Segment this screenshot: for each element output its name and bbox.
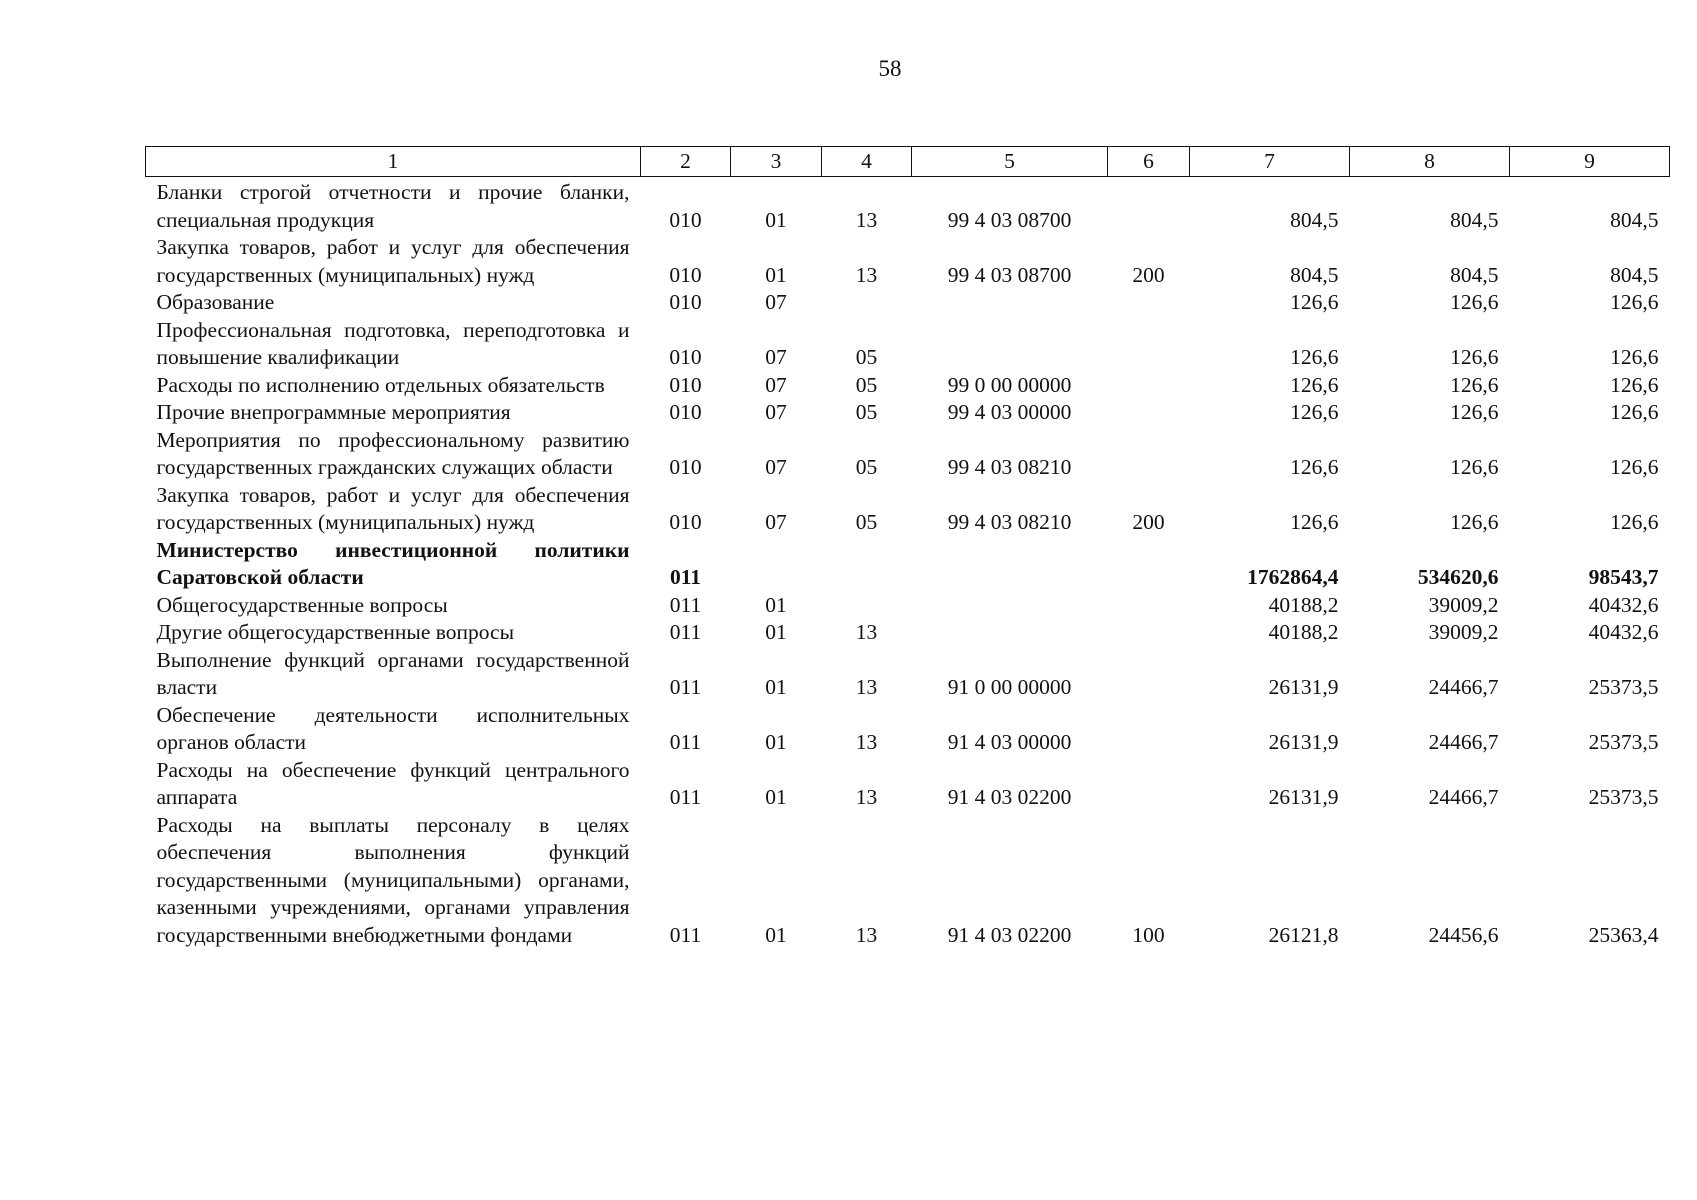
- table-row: [146, 317, 1670, 372]
- row-name: Профессиональная подготовка, переподготовка и повышение квалификации: [156, 317, 630, 369]
- row-amount-col8: 126,6: [1450, 455, 1499, 479]
- row-amount-col8: 804,5: [1450, 262, 1499, 287]
- row-name: Выполнение функций органами государственной власти: [156, 647, 630, 699]
- table-header: [146, 147, 1670, 177]
- row-target-article: 99 4 03 08700: [947, 262, 1072, 287]
- row-expense-type: [1108, 177, 1190, 235]
- header-cell-3: 3: [731, 147, 822, 177]
- row-subsection-code: [822, 592, 912, 620]
- row-amount-col8: 126,6: [1450, 510, 1499, 534]
- table-row: [146, 592, 1670, 620]
- row-amount-col8: 534620,6: [1417, 565, 1499, 589]
- row-ministry-code: 010: [669, 290, 702, 314]
- table-row: [146, 812, 1670, 950]
- row-section-code: 07: [765, 345, 787, 369]
- row-name: Расходы по исполнению отдельных обязательств: [156, 372, 605, 397]
- row-name: Прочие внепрограммные мероприятия: [156, 400, 511, 424]
- row-ministry-code: 011: [669, 675, 702, 699]
- row-amount-col8: 804,5: [1450, 207, 1499, 232]
- row-amount-col9: 126,6: [1610, 290, 1659, 314]
- row-target-article: 99 0 00 00000: [947, 372, 1072, 397]
- row-target-article: [912, 537, 1108, 592]
- row-amount-col9: 25373,5: [1588, 730, 1659, 754]
- row-amount-col8: 126,6: [1450, 345, 1499, 369]
- row-amount-col7: 126,6: [1290, 372, 1339, 397]
- row-amount-col7: 804,5: [1290, 262, 1339, 287]
- row-section-code: 07: [765, 372, 787, 397]
- header-row: [146, 147, 1670, 177]
- row-ministry-code: 010: [669, 372, 702, 397]
- row-section-code: 01: [765, 730, 787, 754]
- row-ministry-code: 010: [669, 510, 702, 534]
- row-expense-type: [1108, 537, 1190, 592]
- row-section-code: 07: [765, 455, 787, 479]
- row-amount-col8: 24466,7: [1428, 730, 1499, 754]
- table-row: [146, 427, 1670, 482]
- row-amount-col9: 126,6: [1610, 400, 1659, 424]
- row-section-code: 01: [765, 922, 787, 947]
- row-target-article: 99 4 03 08210: [947, 510, 1072, 534]
- row-section-code: 01: [765, 207, 787, 232]
- row-ministry-code: 010: [669, 455, 702, 479]
- row-expense-type: [1108, 592, 1190, 620]
- row-subsection-code: 13: [855, 785, 878, 809]
- table-row: [146, 177, 1670, 235]
- row-subsection-code: 05: [855, 372, 878, 397]
- row-amount-col7: 126,6: [1290, 290, 1339, 314]
- row-name: Расходы на выплаты персоналу в целях обеспечения выполнения функций государственными (муниципальными) органами, казенными учреждениями, органами управления государственными внебюджетными фондами: [156, 812, 630, 947]
- row-name: Закупка товаров, работ и услуг для обеспечения государственных (муниципальных) нужд: [156, 235, 630, 287]
- table-row: [146, 372, 1670, 400]
- row-ministry-code: 011: [669, 785, 702, 809]
- header-cell-4: 4: [822, 147, 912, 177]
- row-amount-col8: 39009,2: [1428, 620, 1499, 644]
- row-section-code: [731, 537, 822, 592]
- row-section-code: 07: [765, 290, 787, 314]
- row-subsection-code: 13: [855, 207, 878, 232]
- row-amount-col8: 126,6: [1450, 400, 1499, 424]
- row-ministry-code: 010: [669, 345, 702, 369]
- row-amount-col8: 126,6: [1450, 290, 1499, 314]
- row-subsection-code: 13: [855, 262, 878, 287]
- row-subsection-code: 13: [855, 675, 878, 699]
- row-name: Расходы на обеспечение функций центрального аппарата: [156, 757, 630, 809]
- row-amount-col8: 24466,7: [1428, 675, 1499, 699]
- header-cell-5: 5: [912, 147, 1108, 177]
- row-expense-type: [1108, 317, 1190, 372]
- row-ministry-code: 011: [669, 730, 702, 754]
- row-expense-type: 200: [1132, 510, 1165, 534]
- row-subsection-code: 13: [855, 620, 878, 644]
- table-row: [146, 482, 1670, 537]
- row-target-article: [912, 619, 1108, 647]
- row-name: Закупка товаров, работ и услуг для обеспечения государственных (муниципальных) нужд: [156, 482, 630, 534]
- row-section-code: 01: [765, 675, 787, 699]
- row-amount-col9: 25363,4: [1588, 922, 1659, 947]
- header-cell-9: 9: [1510, 147, 1670, 177]
- row-expense-type: 100: [1132, 922, 1165, 947]
- row-amount-col9: 40432,6: [1588, 620, 1659, 644]
- row-section-code: 07: [765, 400, 787, 424]
- row-target-article: 99 4 03 08210: [947, 455, 1072, 479]
- row-amount-col7: 1762864,4: [1247, 565, 1339, 589]
- table-row: [146, 702, 1670, 757]
- budget-table: [145, 146, 1670, 949]
- header-cell-8: 8: [1350, 147, 1510, 177]
- row-name: Мероприятия по профессиональному развитию государственных гражданских служащих области: [156, 427, 630, 479]
- row-subsection-code: 13: [855, 922, 878, 947]
- row-subsection-code: 05: [855, 345, 878, 369]
- table-row: [146, 399, 1670, 427]
- row-amount-col9: 126,6: [1610, 510, 1659, 534]
- row-amount-col9: 98543,7: [1588, 565, 1659, 589]
- header-cell-7: 7: [1190, 147, 1350, 177]
- row-amount-col7: 804,5: [1290, 207, 1339, 232]
- row-subsection-code: [822, 289, 912, 317]
- row-expense-type: 200: [1132, 262, 1165, 287]
- row-expense-type: [1108, 289, 1190, 317]
- table-row: [146, 619, 1670, 647]
- header-cell-6: 6: [1108, 147, 1190, 177]
- row-amount-col9: 25373,5: [1588, 675, 1659, 699]
- row-amount-col7: 26131,9: [1268, 785, 1339, 809]
- row-subsection-code: 05: [855, 455, 878, 479]
- row-amount-col7: 126,6: [1290, 345, 1339, 369]
- row-target-article: 91 4 03 02200: [947, 785, 1072, 809]
- row-amount-col8: 126,6: [1450, 372, 1499, 397]
- row-amount-col9: 25373,5: [1588, 785, 1659, 809]
- row-expense-type: [1108, 757, 1190, 812]
- row-name: Общегосударственные вопросы: [156, 592, 448, 617]
- row-amount-col7: 26131,9: [1268, 730, 1339, 754]
- row-section-code: 07: [765, 510, 787, 534]
- row-expense-type: [1108, 427, 1190, 482]
- table-row: [146, 647, 1670, 702]
- row-target-article: 91 4 03 00000: [947, 730, 1072, 754]
- row-amount-col8: 24466,7: [1428, 785, 1499, 809]
- row-amount-col7: 40188,2: [1268, 592, 1339, 617]
- row-target-article: [912, 289, 1108, 317]
- row-ministry-code: 011: [669, 620, 702, 644]
- row-name: Бланки строгой отчетности и прочие бланки, специальная продукция: [156, 180, 630, 232]
- row-section-code: 01: [765, 262, 787, 287]
- row-target-article: [912, 592, 1108, 620]
- row-amount-col9: 804,5: [1610, 262, 1659, 287]
- row-expense-type: [1108, 702, 1190, 757]
- row-section-code: 01: [765, 785, 787, 809]
- row-ministry-code: 011: [669, 592, 702, 617]
- header-cell-1: 1: [146, 147, 641, 177]
- row-ministry-code: 011: [669, 922, 702, 947]
- row-amount-col7: 126,6: [1290, 400, 1339, 424]
- row-amount-col7: 26131,9: [1268, 675, 1339, 699]
- row-amount-col9: 126,6: [1610, 372, 1659, 397]
- header-cell-2: 2: [641, 147, 731, 177]
- row-amount-col7: 40188,2: [1268, 620, 1339, 644]
- row-subsection-code: 05: [855, 510, 878, 534]
- row-name: Министерство инвестиционной политики Саратовской области: [156, 537, 630, 589]
- row-amount-col8: 39009,2: [1428, 592, 1499, 617]
- row-target-article: [912, 317, 1108, 372]
- row-amount-col9: 126,6: [1610, 455, 1659, 479]
- row-section-code: 01: [765, 620, 787, 644]
- row-target-article: 99 4 03 00000: [947, 400, 1072, 424]
- row-target-article: 99 4 03 08700: [947, 207, 1072, 232]
- table-body: [146, 177, 1670, 950]
- row-expense-type: [1108, 372, 1190, 400]
- row-name: Обеспечение деятельности исполнительных органов области: [156, 702, 630, 754]
- row-amount-col8: 24456,6: [1428, 922, 1499, 947]
- page-number: 58: [878, 56, 902, 81]
- row-subsection-code: 13: [855, 730, 878, 754]
- row-expense-type: [1108, 647, 1190, 702]
- row-amount-col7: 126,6: [1290, 455, 1339, 479]
- row-amount-col7: 126,6: [1290, 510, 1339, 534]
- row-subsection-code: 05: [855, 400, 878, 424]
- row-target-article: 91 4 03 02200: [947, 922, 1072, 947]
- table-row: [146, 289, 1670, 317]
- row-amount-col9: 40432,6: [1588, 592, 1659, 617]
- row-section-code: 01: [765, 592, 787, 617]
- row-expense-type: [1108, 619, 1190, 647]
- row-amount-col9: 126,6: [1610, 345, 1659, 369]
- table-row: [146, 537, 1670, 592]
- row-expense-type: [1108, 399, 1190, 427]
- row-ministry-code: 010: [669, 262, 702, 287]
- row-name: Другие общегосударственные вопросы: [156, 620, 515, 644]
- row-amount-col9: 804,5: [1610, 207, 1659, 232]
- row-subsection-code: [822, 537, 912, 592]
- row-name: Образование: [156, 290, 275, 314]
- table-row: [146, 234, 1670, 289]
- row-ministry-code: 011: [669, 565, 702, 589]
- table-row: [146, 757, 1670, 812]
- row-ministry-code: 010: [669, 400, 702, 424]
- row-amount-col7: 26121,8: [1268, 922, 1339, 947]
- row-ministry-code: 010: [669, 207, 702, 232]
- row-target-article: 91 0 00 00000: [947, 675, 1072, 699]
